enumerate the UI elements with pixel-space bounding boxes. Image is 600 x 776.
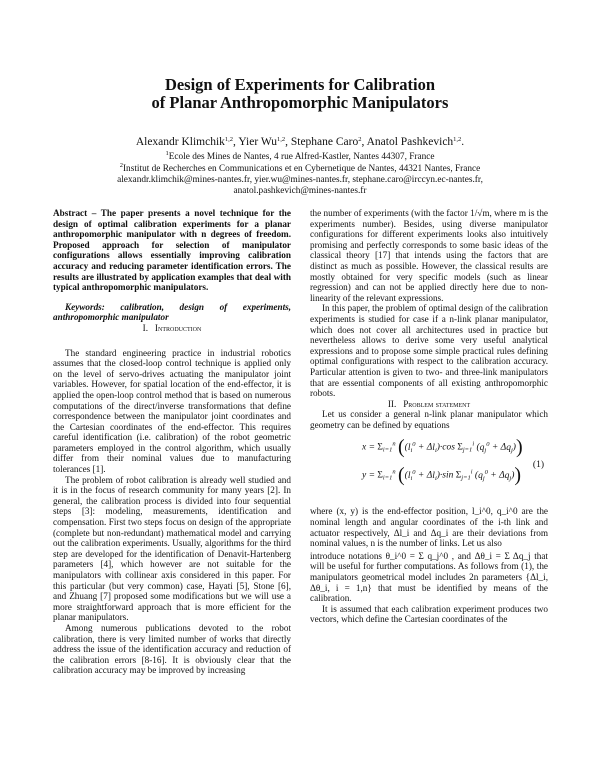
abstract: Abstract – The paper presents a novel technique for the design of optimal calibration experiments for a planar anthropomorphic manipulator with n degrees of freedom. Proposed approach for selection of manipulator configurations allows essentially improving calibration accuracy and reducing parameter identification errors. The results are illustrated by application examples that deal with typical anthropomorphic manipulators. (53, 208, 291, 293)
email-list-2[interactable]: anatol.pashkevich@mines-nantes.fr (233, 186, 367, 196)
problem-paragraph-2: where (x, y) is the end-effector position, l_i^0, q_i^0 are the nominal length and angular coordinates of the i-th link and actuator respectively, Δl_i and Δq_i are their deviations from nominal values, n is the number of links. Let us also (310, 506, 548, 549)
problem-paragraph-4: It is assumed that each calibration experiment produces two vectors, which define the Cartesian coordinates of the (310, 603, 548, 625)
problem-paragraph-3: introduce notations θ_i^0 = Σ q_j^0 , and Δθ_i = Σ Δq_j that will be useful for further computations. As follows from (1), the manipulators geometrical model includes 2n parameters {Δl_i, Δθ_i, i = 1,n} that must be identified by means of the calibration. (310, 550, 548, 604)
intro-paragraph-2: The problem of robot calibration is already well studied and it is in the focus of research community for many years [2]. In general, the calibration process is divided into four sequential steps [3]: modeling, measurements, identification and compensation. First two steps focus on design of the appropriate (complete but non-redundant) mathematical model and carrying out the calibration experiments. Usually, algorithms for the third step are developed for the identification of Denavit-Hartenberg parameters [4], which however are not suitable for the manipulators with collinear axis considered in this paper. For this particular (but very common) case, Hayati [5], Stone [6], and Zhuang [7] proposed some modifications but we will use a more straightforward approach that is more efficient for the planar manipulators. (53, 474, 291, 623)
paper-title-line-2: of Planar Anthropomorphic Manipulators (151, 93, 449, 112)
equation-1-x: $x = \Sigma_{i=1}^n$ ($(l_i^0 + \Delta l_i)\cdot\cos$ $\Sigma_{j=1}^i$ $(q_j^0 + \Delta q_j)$) (362, 436, 523, 459)
affiliation-2: $^2$Institut de Recherches en Communications et en Cybernetique de Nantes, 44321 Nantes, France (119, 162, 481, 174)
paper-title-line-1: Design of Experiments for Calibration (164, 75, 436, 94)
affiliation-1: $^1$Ecole des Mines de Nantes, 4 rue Alfred-Kastler, Nantes 44307, France (165, 150, 435, 162)
section-2-number: II. (387, 398, 397, 409)
affiliation-1-text: Ecole des Mines de Nantes, 4 rue Alfred-Kastler, Nantes 44307, France (168, 152, 435, 162)
section-1-number: I. (142, 322, 149, 333)
section-2-heading (310, 399, 548, 410)
right-column (310, 208, 548, 625)
intro-paragraph-3: Among numerous publications devoted to the robot calibration, there is very limited number of works that directly address the issue of the identification accuracy and reduction of the calibration errors [8-16]. It is obviously clear that the calibration accuracy may be improved by increasing (53, 622, 291, 676)
affiliation-2-text: Institut de Recherches en Communications et en Cybernetique de Nantes, 44321 Nantes, France (122, 164, 481, 174)
right-paragraph-1: the number of experiments (with the factor 1/√m, where m is the experiments number). Besides, using diverse manipulator configurations for different experiments looks also intuitively promising and perfectly corresponds to some basic ideas of the classical theory [17] that intends using the factors that are distinct as much as possible. However, the classical results are mostly obtained for very specific models (such as linear regression) and can not be applied directly here due to non-linearity of the relevant expressions. (310, 208, 548, 303)
email-list-1[interactable]: alexandr.klimchik@mines-nantes.fr, yier.wu@mines-nantes.fr, stephane.caro@irccyn.ec-nantes.fr, (117, 175, 483, 185)
intro-paragraph-1: The standard engineering practice in industrial robotics assumes that the closed-loop control technique is applied only on the level of servo-drives actuating the manipulator joint variables. However, for spatial location of the end-effector, it is applied the open-loop control method that is based on numerous computations of the direct/inverse transformations that define correspondence between the manipulator joint coordinates and the Cartesian coordinates of the end-effector. This requires careful identification (i.e. calibration) of the robot geometric parameters employed in the control algorithm, which usually differ from their nominal values due to manufacturing tolerances [1]. (53, 347, 291, 475)
right-paragraph-2: In this paper, the problem of optimal design of the calibration experiments is studied for case if a n-link planar manipulator, which does not cover all architectures used in practice but nevertheless allows to derive some very useful analytical expressions and to propose some simple practical rules defining optimal configurations with respect to the calibration accuracy. Particular attention is given to two- and three-link manipulators that are essential components of all existing anthropomorphic robots. (310, 303, 548, 399)
equation-1 (310, 436, 548, 498)
problem-paragraph-1: Let us consider a general n-link planar manipulator which geometry can be defined by equations (310, 409, 548, 430)
author-list: Alexandr Klimchik$^{1,2}$, Yier Wu$^{1,2}$, Stephane Caro$^2$, Anatol Pashkevich$^{1,2}$. (135, 136, 465, 148)
section-2-title: Problem statement (403, 398, 471, 409)
equation-1-number: (1) (532, 460, 544, 471)
equation-1-y: $y = \Sigma_{i=1}^n$ ($(l_i^0 + \Delta l_i)\cdot\sin$ $\Sigma_{j=1}^i$ $(q_j^0 + \Delta q_j)$) (362, 464, 522, 487)
left-column (53, 208, 291, 676)
section-1-title: Introduction (154, 322, 202, 333)
section-1-heading (53, 323, 291, 334)
keywords: Keywords: calibration, design of experiments, anthropomorphic manipulator (53, 301, 291, 323)
